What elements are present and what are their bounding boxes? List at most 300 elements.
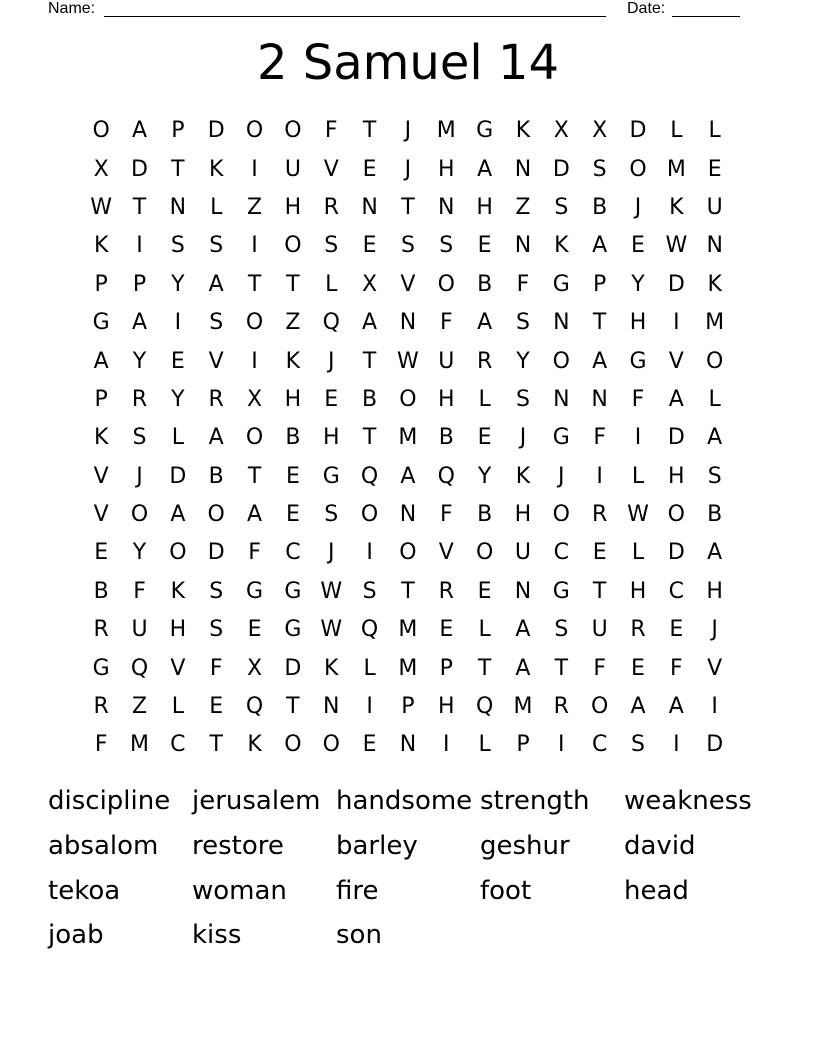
grid-letter: L [708, 118, 721, 144]
grid-letter: E [170, 348, 185, 374]
grid-letter: H [322, 425, 340, 451]
grid-letter: U [591, 617, 608, 643]
grid-letter: I [251, 348, 258, 374]
grid-letter: V [93, 502, 109, 528]
grid-letter: A [592, 348, 608, 374]
grid-letter: E [247, 617, 262, 643]
grid-letter: T [362, 348, 377, 374]
grid-letter: G [476, 118, 494, 144]
grid-letter: P [516, 732, 530, 758]
grid-letter: O [552, 348, 570, 374]
grid-letter: H [437, 156, 455, 182]
grid-letter: B [285, 425, 301, 451]
grid-letter: V [668, 348, 684, 374]
grid-letter: O [284, 118, 302, 144]
grid-letter: J [404, 118, 412, 144]
grid-letter: H [514, 502, 532, 528]
grid-letter: L [363, 655, 376, 681]
grid-letter: T [401, 578, 415, 604]
grid-letter: G [284, 578, 302, 604]
grid-letter: L [478, 617, 491, 643]
grid-letter: Q [360, 617, 379, 643]
grid-letter: W [627, 502, 649, 528]
grid-letter: F [593, 655, 606, 681]
grid-letter: E [94, 540, 109, 566]
grid-letter: A [170, 502, 186, 528]
grid-letter: N [553, 386, 570, 412]
grid-letter: V [170, 655, 186, 681]
grid-letter: S [554, 194, 569, 220]
grid-letter: E [477, 578, 492, 604]
grid-letter: A [515, 617, 531, 643]
grid-letter: K [285, 348, 301, 374]
grid-letter: D [284, 655, 302, 681]
grid-letter: G [92, 310, 110, 336]
grid-letter: M [130, 732, 149, 758]
grid-letter: O [437, 271, 455, 297]
grid-letter: X [362, 271, 378, 297]
grid-letter: X [247, 386, 263, 412]
grid-row [82, 419, 734, 457]
grid-letter: A [247, 502, 263, 528]
grid-letter: V [208, 348, 224, 374]
grid-letter: H [629, 578, 647, 604]
grid-letter: O [667, 502, 685, 528]
grid-letter: R [131, 386, 148, 412]
grid-letter: K [515, 463, 531, 489]
name-label: Name: [48, 0, 96, 17]
grid-letter: S [324, 233, 339, 259]
grid-letter: O [706, 348, 724, 374]
grid-letter: A [668, 694, 684, 720]
grid-letter: Q [245, 694, 264, 720]
grid-letter: I [251, 156, 258, 182]
grid-row [82, 573, 734, 611]
grid-letter: V [707, 655, 723, 681]
grid-letter: L [670, 118, 683, 144]
grid-letter: P [94, 271, 108, 297]
grid-letter: T [286, 271, 300, 297]
grid-row [82, 304, 734, 342]
grid-letter: R [93, 694, 109, 720]
grid-row [82, 150, 734, 188]
grid-letter: F [248, 540, 261, 566]
grid-letter: O [284, 732, 302, 758]
grid-letter: D [667, 425, 685, 451]
grid-letter: J [327, 540, 335, 566]
grid-letter: C [285, 540, 301, 566]
grid-letter: Y [132, 348, 147, 374]
grid-letter: C [170, 732, 186, 758]
word-bank-item: jerusalem [192, 786, 321, 817]
grid-letter: F [631, 386, 645, 412]
grid-letter: A [477, 156, 493, 182]
page-title: 2 Samuel 14 [256, 35, 560, 91]
grid-letter: N [399, 502, 417, 528]
grid-letter: J [404, 156, 412, 182]
grid-row [82, 534, 734, 572]
grid-letter: B [93, 578, 109, 604]
grid-letter: I [251, 233, 258, 259]
grid-letter: C [553, 540, 569, 566]
grid-row [82, 649, 734, 687]
grid-letter: E [707, 156, 722, 182]
grid-letter: L [708, 386, 721, 412]
grid-letter: P [439, 655, 453, 681]
grid-letter: L [631, 463, 645, 489]
grid-letter: N [399, 310, 417, 336]
grid-letter: Z [285, 310, 301, 336]
grid-letter: I [634, 425, 642, 451]
grid-letter: M [666, 156, 686, 182]
grid-row [82, 611, 734, 649]
grid-letter: Y [132, 540, 147, 566]
grid-letter: S [209, 233, 224, 259]
grid-letter: D [131, 156, 148, 182]
grid-letter: M [436, 118, 456, 144]
grid-letter: E [324, 386, 339, 412]
grid-letter: H [437, 694, 455, 720]
grid-row [82, 342, 734, 380]
grid-letter: X [592, 118, 608, 144]
word-bank-item: absalom [48, 831, 159, 862]
grid-letter: O [284, 233, 302, 259]
word-bank-item: tekoa [48, 875, 121, 906]
grid-letter: Z [515, 194, 531, 220]
grid-letter: K [554, 233, 569, 259]
grid-letter: I [366, 540, 373, 566]
grid-letter: X [553, 118, 569, 144]
grid-letter: F [439, 310, 453, 336]
grid-letter: Q [475, 694, 494, 720]
date-line [672, 16, 740, 17]
grid-letter: Q [360, 463, 379, 489]
grid-letter: C [668, 578, 685, 604]
grid-letter: R [630, 617, 646, 643]
grid-letter: K [208, 156, 224, 182]
grid-letter: Y [477, 463, 492, 489]
grid-letter: J [711, 617, 718, 643]
grid-letter: A [362, 310, 378, 336]
grid-row [82, 496, 734, 534]
grid-letter: O [207, 502, 225, 528]
grid-letter: U [438, 348, 455, 374]
grid-letter: E [285, 463, 300, 489]
grid-letter: A [477, 310, 493, 336]
grid-letter: I [136, 233, 143, 259]
grid-letter: W [320, 578, 343, 604]
grid-letter: E [669, 617, 684, 643]
grid-letter: O [92, 118, 110, 144]
grid-letter: I [596, 463, 603, 489]
grid-letter: O [169, 540, 187, 566]
grid-letter: B [208, 463, 224, 489]
grid-letter: B [592, 194, 608, 220]
grid-row [82, 189, 734, 227]
grid-letter: L [478, 732, 491, 758]
grid-letter: M [513, 694, 533, 720]
grid-letter: U [514, 540, 531, 566]
grid-letter: S [631, 732, 645, 758]
grid-letter: T [132, 194, 147, 220]
grid-letter: H [706, 578, 723, 604]
grid-letter: N [169, 194, 187, 220]
grid-letter: U [131, 617, 148, 643]
grid-letter: E [477, 425, 492, 451]
grid-letter: A [208, 425, 224, 451]
grid-row [82, 726, 734, 764]
letter-grid [82, 112, 734, 765]
grid-letter: S [209, 310, 224, 336]
grid-letter: J [519, 425, 527, 451]
grid-letter: L [210, 194, 223, 220]
grid-letter: B [707, 502, 723, 528]
grid-letter: F [670, 655, 683, 681]
grid-letter: R [438, 578, 454, 604]
grid-letter: S [132, 425, 147, 451]
grid-letter: D [207, 118, 225, 144]
grid-letter: R [553, 694, 569, 720]
grid-letter: G [92, 655, 110, 681]
grid-letter: I [558, 732, 565, 758]
grid-letter: E [285, 502, 300, 528]
grid-row [82, 266, 734, 304]
grid-letter: S [209, 578, 224, 604]
grid-letter: M [398, 617, 418, 643]
grid-letter: N [399, 732, 417, 758]
grid-letter: H [668, 463, 685, 489]
grid-letter: T [171, 156, 185, 182]
grid-letter: O [245, 310, 264, 336]
grid-letter: O [475, 540, 494, 566]
word-bank-item: david [624, 831, 696, 862]
grid-row [82, 458, 734, 496]
grid-letter: N [706, 233, 723, 259]
grid-letter: O [590, 694, 609, 720]
grid-letter: X [93, 156, 109, 182]
grid-letter: W [90, 194, 113, 220]
grid-letter: P [94, 386, 108, 412]
grid-letter: T [209, 732, 223, 758]
grid-letter: D [667, 540, 685, 566]
grid-letter: F [133, 578, 146, 604]
grid-letter: J [136, 463, 143, 489]
grid-letter: Y [171, 386, 185, 412]
grid-letter: L [478, 386, 491, 412]
grid-letter: N [361, 194, 378, 220]
word-bank [48, 779, 788, 958]
word-bank-item: foot [480, 875, 532, 906]
grid-letter: S [324, 502, 339, 528]
grid-letter: A [93, 348, 109, 374]
grid-letter: R [476, 348, 493, 374]
grid-letter: M [398, 425, 418, 451]
name-line [104, 16, 606, 17]
grid-letter: V [400, 271, 416, 297]
grid-letter: O [322, 732, 340, 758]
grid-letter: K [93, 425, 109, 451]
grid-letter: Y [631, 271, 645, 297]
grid-letter: D [629, 118, 647, 144]
grid-letter: G [246, 578, 264, 604]
grid-letter: S [592, 156, 607, 182]
grid-letter: Y [171, 271, 185, 297]
word-bank-item: woman [192, 875, 287, 906]
grid-letter: T [477, 655, 492, 681]
grid-letter: N [591, 386, 608, 412]
grid-letter: E [209, 694, 224, 720]
grid-letter: L [631, 540, 645, 566]
grid-letter: W [665, 233, 688, 259]
grid-letter: T [247, 271, 262, 297]
grid-letter: L [325, 271, 338, 297]
grid-letter: A [707, 540, 723, 566]
grid-letter: F [324, 118, 338, 144]
grid-letter: O [245, 425, 264, 451]
grid-letter: S [362, 578, 377, 604]
grid-letter: N [514, 233, 532, 259]
grid-letter: E [631, 655, 645, 681]
grid-letter: P [132, 271, 147, 297]
grid-row [82, 688, 734, 726]
grid-letter: T [362, 118, 377, 144]
grid-letter: I [711, 694, 718, 720]
grid-letter: Q [437, 463, 455, 489]
grid-letter: W [397, 348, 419, 374]
grid-letter: D [207, 540, 225, 566]
grid-letter: K [170, 578, 186, 604]
grid-letter: V [323, 156, 339, 182]
grid-letter: J [634, 194, 642, 220]
grid-letter: C [591, 732, 608, 758]
grid-letter: N [553, 310, 570, 336]
grid-letter: Q [322, 310, 340, 336]
grid-letter: E [362, 732, 377, 758]
grid-letter: S [209, 617, 224, 643]
grid-letter: K [324, 655, 339, 681]
grid-letter: H [284, 386, 302, 412]
grid-letter: O [360, 502, 379, 528]
word-bank-item: fire [336, 875, 379, 906]
grid-letter: N [438, 194, 455, 220]
grid-letter: H [476, 194, 493, 220]
grid-letter: I [673, 732, 680, 758]
grid-letter: I [174, 310, 182, 336]
grid-letter: Z [247, 194, 263, 220]
grid-letter: A [208, 271, 224, 297]
grid-letter: O [629, 156, 647, 182]
grid-letter: B [477, 271, 493, 297]
grid-letter: B [362, 386, 378, 412]
grid-row [82, 112, 734, 150]
grid-letter: U [706, 194, 723, 220]
grid-letter: R [208, 386, 224, 412]
grid-letter: H [169, 617, 187, 643]
grid-letter: O [245, 118, 264, 144]
grid-letter: L [171, 425, 184, 451]
grid-row [82, 227, 734, 265]
grid-letter: H [629, 310, 647, 336]
grid-letter: O [552, 502, 570, 528]
word-bank-item: son [336, 920, 382, 951]
grid-letter: G [552, 425, 570, 451]
grid-letter: S [515, 310, 530, 336]
grid-letter: E [362, 156, 377, 182]
grid-letter: E [439, 617, 454, 643]
grid-letter: M [705, 310, 725, 336]
grid-letter: T [247, 463, 262, 489]
grid-letter: D [706, 732, 724, 758]
grid-letter: H [437, 386, 455, 412]
grid-letter: S [400, 233, 415, 259]
grid-letter: A [668, 386, 684, 412]
date-label: Date: [627, 0, 666, 17]
grid-letter: P [401, 694, 415, 720]
word-bank-item: joab [48, 920, 104, 951]
word-bank-item: handsome [336, 786, 473, 817]
grid-letter: X [247, 655, 263, 681]
word-bank-item: discipline [48, 786, 171, 817]
grid-letter: D [169, 463, 187, 489]
grid-letter: A [630, 694, 646, 720]
grid-letter: A [592, 233, 608, 259]
grid-letter: E [362, 233, 377, 259]
grid-letter: N [514, 156, 532, 182]
word-bank-row [48, 913, 788, 958]
grid-letter: B [438, 425, 454, 451]
grid-letter: T [592, 310, 607, 336]
grid-letter: Z [131, 694, 148, 720]
grid-letter: O [130, 502, 149, 528]
grid-letter: G [629, 348, 647, 374]
grid-letter: T [362, 425, 377, 451]
grid-letter: N [514, 578, 532, 604]
grid-letter: K [515, 118, 531, 144]
grid-letter: K [93, 233, 109, 259]
grid-letter: H [284, 194, 302, 220]
grid-letter: A [131, 310, 148, 336]
grid-letter: P [593, 271, 607, 297]
header-fields [48, 0, 748, 20]
grid-letter: G [552, 271, 570, 297]
grid-letter: E [592, 540, 607, 566]
grid-letter: F [439, 502, 453, 528]
grid-letter: T [592, 578, 607, 604]
grid-letter: T [554, 655, 569, 681]
grid-letter: O [399, 386, 417, 412]
grid-letter: N [323, 694, 340, 720]
word-bank-item: kiss [192, 920, 242, 951]
word-bank-row [48, 868, 788, 913]
word-bank-item: barley [336, 831, 418, 862]
grid-letter: S [707, 463, 722, 489]
grid-letter: G [322, 463, 340, 489]
grid-letter: F [94, 732, 108, 758]
grid-letter: T [286, 694, 300, 720]
grid-letter: D [552, 156, 570, 182]
grid-letter: D [667, 271, 685, 297]
grid-letter: M [398, 655, 418, 681]
word-bank-row [48, 779, 788, 824]
grid-letter: I [443, 732, 450, 758]
grid-row [82, 381, 734, 419]
grid-letter: I [366, 694, 373, 720]
word-bank-row [48, 824, 788, 869]
grid-letter: K [247, 732, 262, 758]
grid-letter: A [400, 463, 416, 489]
grid-letter: L [171, 694, 184, 720]
grid-letter: F [209, 655, 223, 681]
